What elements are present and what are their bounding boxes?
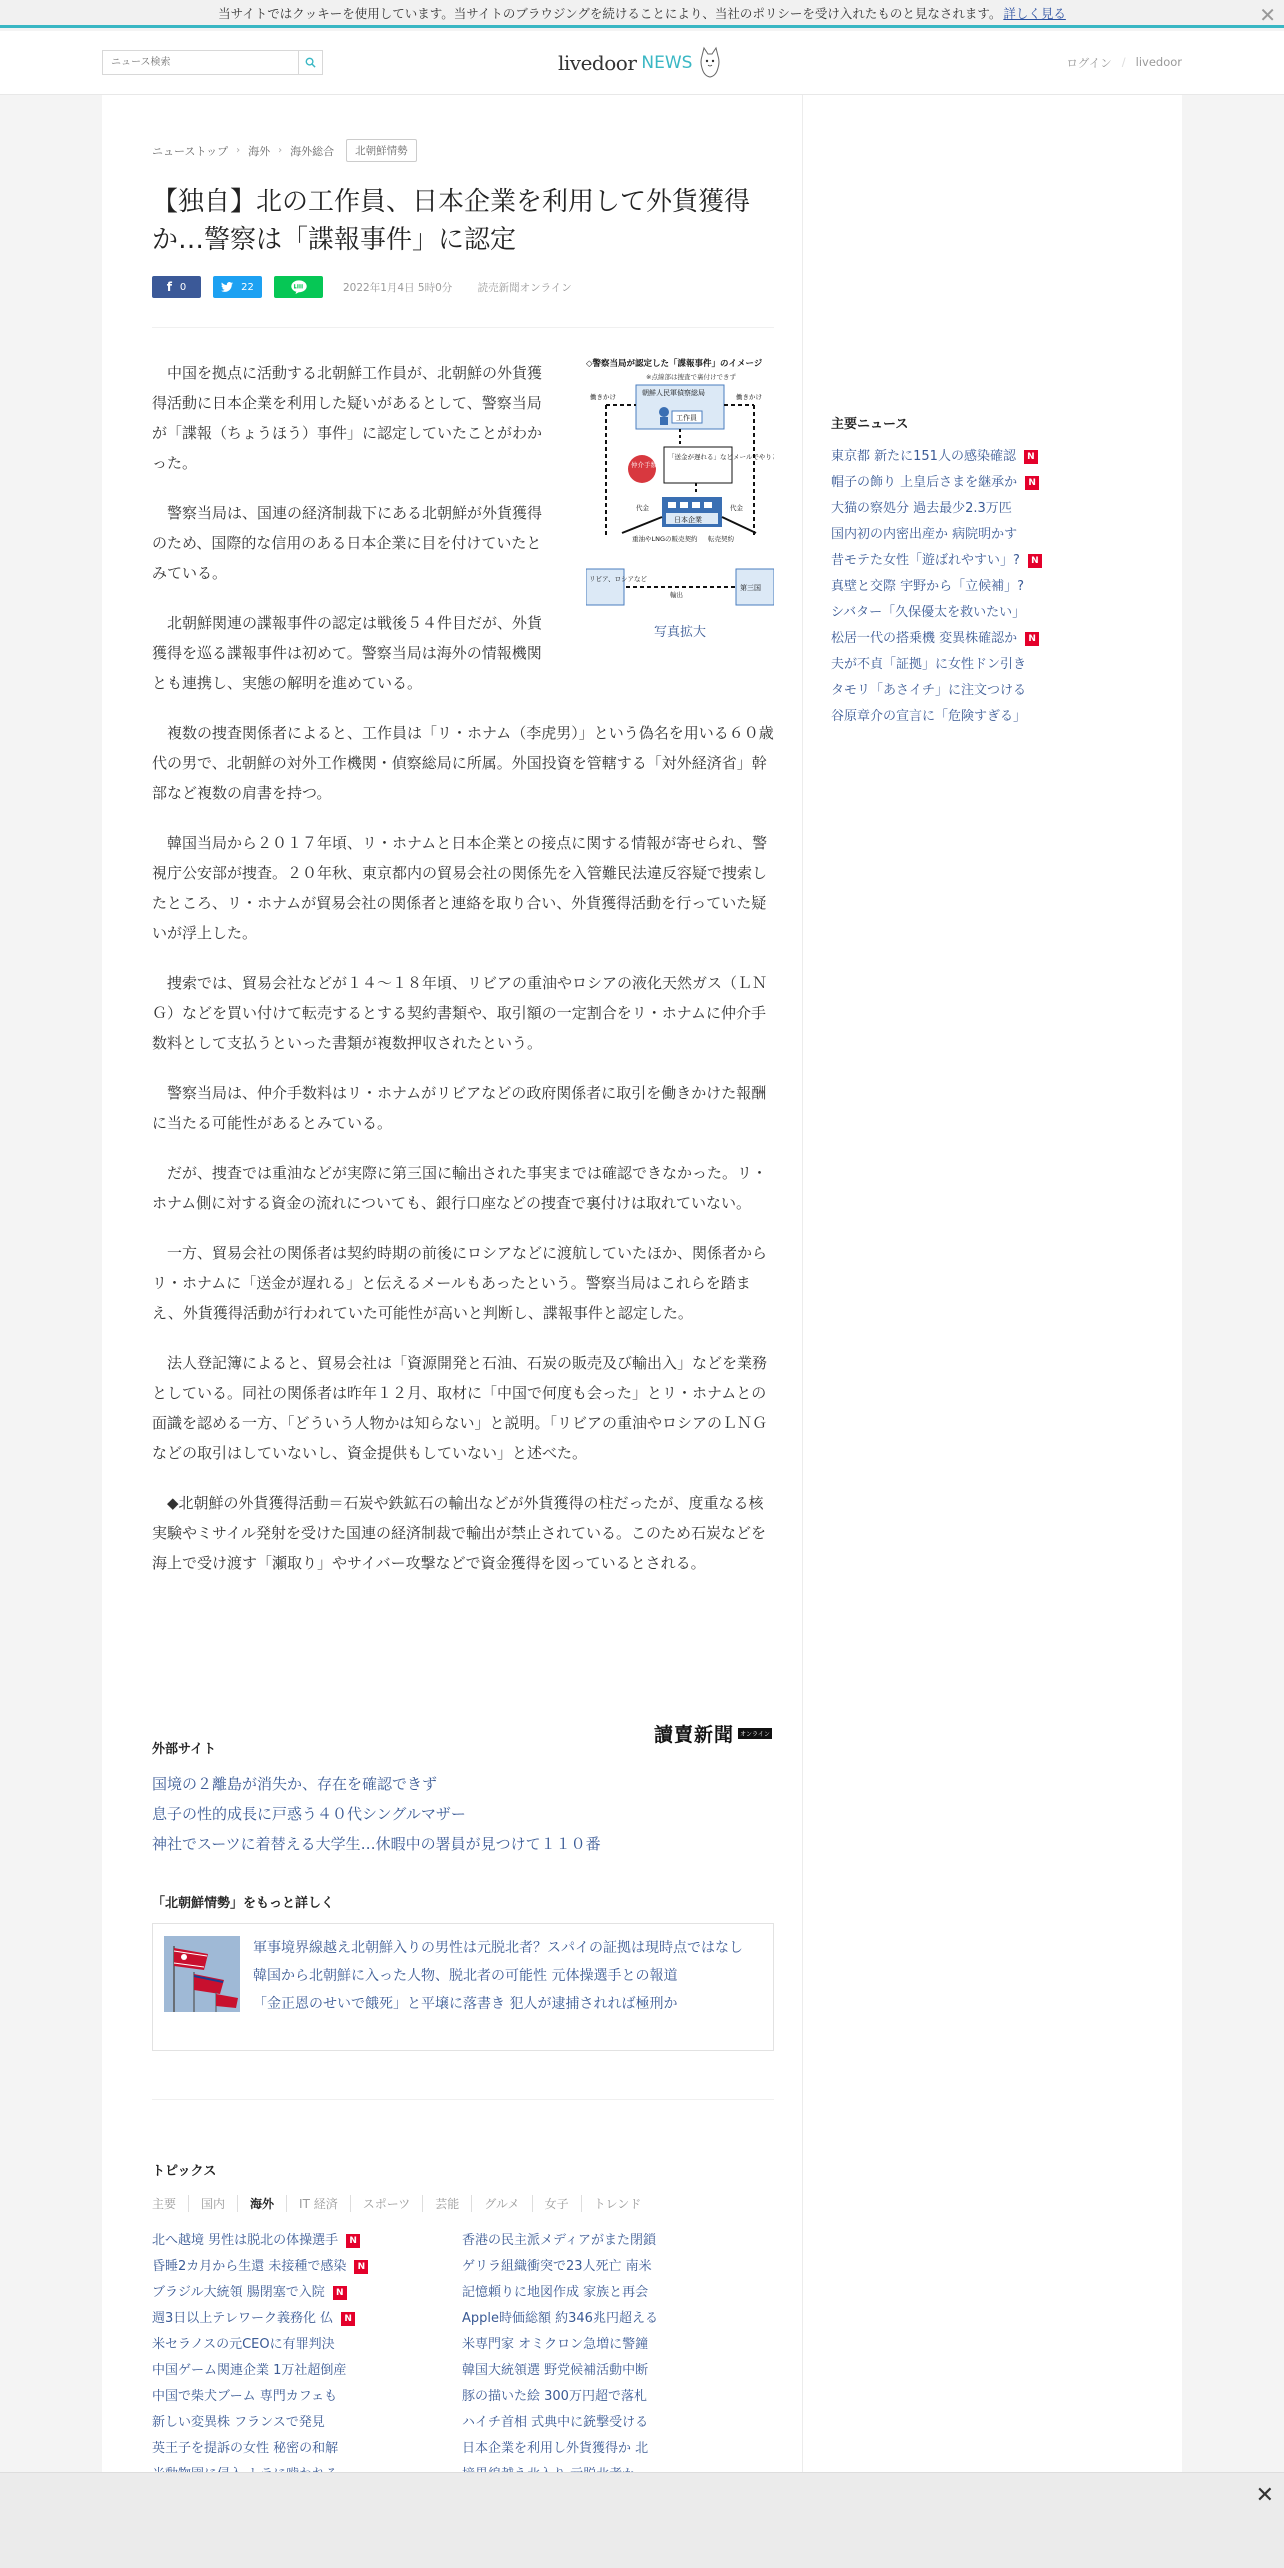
article-body bbox=[152, 358, 774, 1598]
breadcrumb-item[interactable]: 海外総合 bbox=[290, 144, 335, 158]
tab-trend[interactable]: トレンド bbox=[581, 2195, 654, 2212]
tab-domestic[interactable]: 国内 bbox=[188, 2195, 237, 2212]
news-link[interactable] bbox=[831, 522, 1111, 548]
share-bar bbox=[152, 276, 572, 298]
search-icon bbox=[305, 57, 316, 68]
news-link-text: 豚の描いた絵 300万円超で落札 bbox=[462, 2389, 647, 2404]
figure-daikin-left: 代金 bbox=[636, 504, 649, 512]
news-link[interactable] bbox=[152, 2410, 462, 2436]
news-link-text: 米専門家 オミクロン急増に警鐘 bbox=[462, 2337, 649, 2352]
external-link[interactable]: 息子の性的成長に戸惑う４０代シングルマザー bbox=[152, 1805, 466, 1823]
news-link-text: 真壁と交際 宇野から「立候補」? bbox=[831, 579, 1025, 594]
new-badge-icon: N bbox=[333, 2286, 347, 2300]
article-title: 【独自】北の工作員、日本企業を利用して外貨獲得か…警察は「諜報事件」に認定 bbox=[152, 187, 751, 255]
news-link[interactable] bbox=[462, 2358, 772, 2384]
tab-it-economy[interactable]: IT 経済 bbox=[286, 2195, 350, 2212]
news-link[interactable] bbox=[462, 2228, 772, 2254]
logo-livedoor: livedoor bbox=[558, 51, 637, 75]
figure-agent: 工作員 bbox=[676, 414, 697, 422]
new-badge-icon: N bbox=[1028, 554, 1042, 568]
external-links bbox=[152, 1769, 774, 1859]
new-badge-icon: N bbox=[1024, 450, 1038, 464]
news-link[interactable] bbox=[462, 2384, 772, 2410]
sidebar-news-list bbox=[831, 444, 1111, 730]
figure-left-bottom: リビア、ロシアなど bbox=[589, 575, 647, 583]
news-link-text: 韓国大統領選 野党候補活動中断 bbox=[462, 2363, 649, 2378]
main-panel bbox=[102, 95, 1182, 2515]
news-link[interactable] bbox=[152, 2228, 462, 2254]
related-links bbox=[253, 1934, 763, 2018]
external-link[interactable]: 国境の２離島が消失か、存在を確認できず bbox=[152, 1775, 438, 1793]
publisher-logo-sub: オンライン bbox=[738, 1728, 772, 1739]
news-link[interactable] bbox=[152, 2358, 462, 2384]
breadcrumb bbox=[152, 139, 417, 162]
tab-women[interactable]: 女子 bbox=[532, 2195, 581, 2212]
related-topic bbox=[152, 1892, 774, 2051]
tab-sports[interactable]: スポーツ bbox=[350, 2195, 423, 2212]
news-link-text: 昔モテた女性「遊ばれやすい」? bbox=[831, 553, 1020, 568]
related-heading: 「北朝鮮情勢」をもっと詳しく bbox=[152, 1896, 335, 1911]
cookie-more-link[interactable]: 詳しく見る bbox=[1003, 5, 1066, 21]
figure-export: 輸出 bbox=[670, 591, 683, 599]
news-link-text: ハイチ首相 式典中に銃撃受ける bbox=[462, 2415, 649, 2430]
news-link[interactable] bbox=[831, 652, 1111, 678]
external-link[interactable]: 神社でスーツに着替える大学生…休暇中の署員が見つけて１１０番 bbox=[152, 1835, 601, 1853]
close-icon[interactable]: ✕ bbox=[1255, 2483, 1274, 2508]
related-link[interactable]: 「金正恩のせいで餓死」と平壌に落書き 犯人が逮捕されれば極刑か bbox=[253, 1996, 678, 2012]
related-box bbox=[152, 1923, 774, 2051]
chevron-right-icon: › bbox=[278, 145, 283, 156]
figure-fee: 仲介手数料 bbox=[631, 461, 664, 469]
news-link-text: 週3日以上テレワーク義務化 仏 bbox=[152, 2311, 334, 2326]
news-link[interactable] bbox=[462, 2254, 772, 2280]
news-link-text: 大猫の察処分 過去最少2.3万匹 bbox=[831, 501, 1012, 516]
figure-top-box: 朝鮮人民軍偵察総局 bbox=[642, 389, 705, 397]
news-link-text: 谷原章介の宣言に「危険すぎる」 bbox=[831, 709, 1027, 724]
topics-list bbox=[152, 2228, 774, 2488]
figure-title-1: 警察当局が認定した「諜報事件」のイメージ bbox=[592, 359, 763, 369]
news-link[interactable] bbox=[831, 548, 1111, 574]
news-link-text: Apple時価総額 約346兆円超える bbox=[462, 2311, 658, 2326]
news-link-text: タモリ「あさイチ」に注文つける bbox=[831, 683, 1027, 698]
figure-daikin-right: 代金 bbox=[730, 504, 743, 512]
news-link-text: 英王子を提訴の女性 秘密の和解 bbox=[152, 2441, 339, 2456]
news-link[interactable] bbox=[152, 2332, 462, 2358]
news-link-text: 記憶頼りに地図作成 家族と再会 bbox=[462, 2285, 649, 2300]
tab-main[interactable]: 主要 bbox=[152, 2197, 177, 2211]
news-link-text: 中国で柴犬ブーム 専門カフェも bbox=[152, 2389, 338, 2404]
news-link-text: 帽子の飾り 上皇后さまを継承か bbox=[831, 475, 1018, 490]
sidebar bbox=[831, 413, 1111, 730]
chevron-right-icon: › bbox=[236, 145, 241, 156]
article-paragraph: だが、捜査では重油などが実際に第三国に輸出された事実までは確認できなかった。リ・ホナム側に対する資金の流れについても、銀行口座などの捜査で裏付けは取れていない。 bbox=[152, 1164, 768, 1212]
bottom-ad-bar bbox=[0, 2472, 1284, 2568]
search-input[interactable] bbox=[103, 51, 298, 74]
article-paragraph: 警察当局は、仲介手数料はリ・ホナムがリビアなどの政府関係者に取引を働きかけた報酬に当たる可能性があるとみている。 bbox=[152, 1084, 767, 1132]
related-link[interactable]: 韓国から北朝鮮に入った人物、脱北者の可能性 元体操選手との報道 bbox=[253, 1968, 678, 1984]
figure-contract-right: 転売契約 bbox=[708, 535, 734, 543]
news-link[interactable] bbox=[462, 2332, 772, 2358]
news-link-text: 夫が不貞「証拠」に女性ドン引き bbox=[831, 657, 1027, 672]
breadcrumb-tag[interactable]: 北朝鮮情勢 bbox=[346, 139, 417, 162]
news-link[interactable] bbox=[462, 2436, 772, 2462]
svg-text:◇警察当局が認定した「諜報事件」のイメージ: ◇警察当局が認定した「諜報事件」のイメージ bbox=[586, 359, 763, 369]
related-link[interactable]: 軍事境界線越え北朝鮮入りの男性は元脱北者？スパイの証拠は現時点ではなし bbox=[253, 1940, 743, 1956]
news-link-text: 東京都 新たに151人の感染確認 bbox=[831, 449, 1016, 464]
news-link[interactable] bbox=[152, 2436, 462, 2462]
tab-entertainment[interactable]: 芸能 bbox=[422, 2195, 471, 2212]
news-link-text: 松居一代の搭乗機 変異株確認か bbox=[831, 631, 1018, 646]
news-link[interactable] bbox=[152, 2306, 462, 2332]
figure-right-top: 働きかけ bbox=[736, 393, 762, 401]
tab-gourmet[interactable]: グルメ bbox=[471, 2195, 531, 2212]
new-badge-icon: N bbox=[341, 2312, 355, 2326]
article-paragraph: 中国を拠点に活動する北朝鮮工作員が、北朝鮮の外貨獲得活動に日本企業を利用した疑いがあるとして、警察当局が「諜報（ちょうほう）事件」に認定していたことがわかった。 bbox=[152, 364, 543, 472]
livedoor-link[interactable]: livedoor bbox=[1135, 55, 1182, 69]
tab-overseas[interactable]: 海外 bbox=[237, 2195, 286, 2212]
news-link-text: 昏睡2カ月から生還 未接種で感染 bbox=[152, 2259, 347, 2274]
external-heading: 外部サイト bbox=[152, 1742, 217, 1757]
search-button[interactable] bbox=[298, 51, 322, 74]
new-badge-icon: N bbox=[1025, 476, 1039, 490]
new-badge-icon: N bbox=[354, 2260, 368, 2274]
figure-note: ※点線部は捜査で裏付けできず bbox=[646, 373, 736, 381]
figure-left-top: 働きかけ bbox=[590, 393, 616, 401]
topics-section bbox=[152, 2160, 774, 2488]
site-header bbox=[0, 31, 1284, 95]
article-paragraph: 捜索では、貿易会社などが１４～１８年頃、リビアの重油やロシアの液化天然ガス（ＬＮＧ）などを買い付けて転売するとする契約書類や、取引額の一定割合をリ・ホナムに仲介手数料として支払うといった書類が複数押収されたという。 bbox=[152, 974, 768, 1052]
news-link[interactable] bbox=[831, 626, 1111, 652]
login-link[interactable]: ログイン bbox=[1066, 56, 1112, 70]
news-link-text: 新しい変異株 フランスで発見 bbox=[152, 2415, 325, 2430]
news-link[interactable] bbox=[152, 2384, 462, 2410]
cookie-close-icon[interactable]: ✕ bbox=[1259, 3, 1276, 27]
site-logo[interactable] bbox=[558, 45, 722, 81]
news-link-text: 北へ越境 男性は脱北の体操選手 bbox=[152, 2233, 339, 2248]
news-link[interactable] bbox=[831, 496, 1111, 522]
mascot-icon bbox=[698, 46, 722, 80]
article-paragraph: 一方、貿易会社の関係者は契約時期の前後にロシアなどに渡航していたほか、関係者からリ・ホナムに「送金が遅れる」と伝えるメールもあったという。警察当局はこれらを踏まえ、外貨獲得活動が行われていた可能性が高いと判断し、諜報事件と認定した。 bbox=[152, 1244, 768, 1322]
breadcrumb-item[interactable]: ニューストップ bbox=[152, 144, 229, 158]
news-link[interactable] bbox=[462, 2410, 772, 2436]
topics-tabs bbox=[152, 2195, 774, 2212]
external-sites bbox=[152, 1738, 774, 1859]
article-paragraph: 警察当局は、国連の経済制裁下にある北朝鮮が外貨獲得のため、国際的な信用のある日本企業に目を付けていたとみている。 bbox=[152, 504, 543, 582]
new-badge-icon: N bbox=[1025, 632, 1039, 646]
new-badge-icon: N bbox=[346, 2234, 360, 2248]
figure-right-bottom: 第三国 bbox=[740, 584, 761, 592]
flags-thumbnail[interactable] bbox=[164, 1936, 240, 2012]
divider bbox=[152, 2099, 774, 2100]
article-paragraph: 複数の捜査関係者によると、工作員は「リ・ホナム（李虎男）」という偽名を用いる６０歳代の男で、北朝鮮の対外工作機関・偵察総局に所属。外国投資を管轄する「対外経済省」幹部など複数の肩書を持つ。 bbox=[152, 724, 774, 802]
cookie-banner bbox=[0, 0, 1284, 28]
publisher-logo-text: 讀賣新聞 bbox=[654, 1723, 735, 1746]
article-paragraph: ◆北朝鮮の外貨獲得活動＝石炭や鉄鉱石の輸出などが外貨獲得の柱だったが、度重なる核実験やミサイル発射を受けた国連の経済制裁で輸出が禁止されている。このため石炭などを海上で受け渡す「瀬取り」やサイバー攻撃などで資金獲得を図っているとされる。 bbox=[152, 1494, 766, 1572]
news-link[interactable] bbox=[462, 2306, 772, 2332]
facebook-share-button[interactable] bbox=[152, 276, 201, 298]
news-link-text: 香港の民主派メディアがまた閉鎖 bbox=[462, 2233, 656, 2248]
news-link-text: 日本企業を利用し外貨獲得か 北 bbox=[462, 2441, 649, 2456]
news-link-text: 国内初の内密出産か 病院明かす bbox=[831, 527, 1018, 542]
news-link[interactable] bbox=[831, 678, 1111, 704]
figure-mail: 「送金が遅れる」などメールでやりとり bbox=[668, 453, 774, 461]
figure-company: 日本企業 bbox=[674, 516, 702, 524]
news-link-text: シバター「久保優太を救いたい」 bbox=[831, 605, 1026, 620]
logo-news: NEWS bbox=[641, 53, 693, 73]
news-link[interactable] bbox=[462, 2280, 772, 2306]
article-date: 2022年1月4日 5時0分 bbox=[343, 281, 453, 294]
twitter-icon bbox=[221, 282, 233, 292]
article-source: 読売新聞オンライン bbox=[477, 281, 572, 294]
article-meta bbox=[343, 280, 572, 295]
news-link[interactable] bbox=[831, 600, 1111, 626]
news-link-text: ゲリラ組織衝突で23人死亡 南米 bbox=[462, 2259, 652, 2274]
news-link[interactable] bbox=[831, 444, 1111, 470]
news-link[interactable] bbox=[152, 2254, 462, 2280]
news-link[interactable] bbox=[831, 470, 1111, 496]
facebook-count: 0 bbox=[179, 281, 187, 293]
line-icon bbox=[290, 280, 308, 294]
header-sep: / bbox=[1121, 55, 1126, 69]
sidebar-heading: 主要ニュース bbox=[831, 417, 909, 432]
photo-enlarge-link[interactable]: 写真拡大 bbox=[653, 625, 706, 640]
topics-heading: トピックス bbox=[152, 2164, 217, 2179]
figure-contract-left: 重油やLNGの販売契約 bbox=[632, 535, 698, 543]
line-share-button[interactable] bbox=[274, 276, 323, 298]
news-link[interactable] bbox=[152, 2280, 462, 2306]
article-paragraph: 北朝鮮関連の諜報事件の認定は戦後５４件目だが、外貨獲得を巡る諜報事件は初めて。警察当局は海外の情報機関とも連携し、実態の解明を進めている。 bbox=[152, 614, 543, 692]
twitter-count: 22 bbox=[241, 281, 254, 293]
breadcrumb-item[interactable]: 海外 bbox=[248, 144, 271, 158]
news-link[interactable] bbox=[831, 704, 1111, 730]
twitter-share-button[interactable] bbox=[213, 276, 262, 298]
divider bbox=[152, 327, 774, 328]
header-links bbox=[1066, 55, 1182, 71]
news-link[interactable] bbox=[831, 574, 1111, 600]
cookie-text: 当サイトではクッキーを使用しています。当サイトのブラウジングを続けることにより、当社のポリシーを受け入れたものと見なされます。 bbox=[218, 5, 1002, 21]
column-divider bbox=[802, 95, 803, 2515]
article-paragraph: 韓国当局から２０１７年頃、リ・ホナムと日本企業との接点に関する情報が寄せられ、警視庁公安部が捜査。２０年秋、東京都内の貿易会社の関係先を入管難民法違反容疑で捜索したところ、リ・ホナムが貿易会社の関係者と連絡を取り合い、外貨獲得活動を行っていた疑いが浮上した。 bbox=[152, 834, 768, 942]
news-link-text: 米セラノスの元CEOに有罪判決 bbox=[152, 2337, 335, 2352]
search-box bbox=[102, 50, 323, 75]
news-link-text: 中国ゲーム関連企業 1万社超倒産 bbox=[152, 2363, 347, 2378]
facebook-icon: f bbox=[166, 280, 172, 294]
news-link-text: ブラジル大統領 腸閉塞で入院 bbox=[152, 2285, 325, 2300]
article-paragraph: 法人登記簿によると、貿易会社は「資源開発と石油、石炭の販売及び輸出入」などを業務としている。同社の関係者は昨年１２月、取材に「中国で何度も会った」とリ・ホナムとの面識を認める一方、「どういう人物かは知らない」と説明。「リビアの重油やロシアのＬＮＧなどの取引はしていないし、資金提供もしていない」と述べた。 bbox=[152, 1354, 768, 1462]
